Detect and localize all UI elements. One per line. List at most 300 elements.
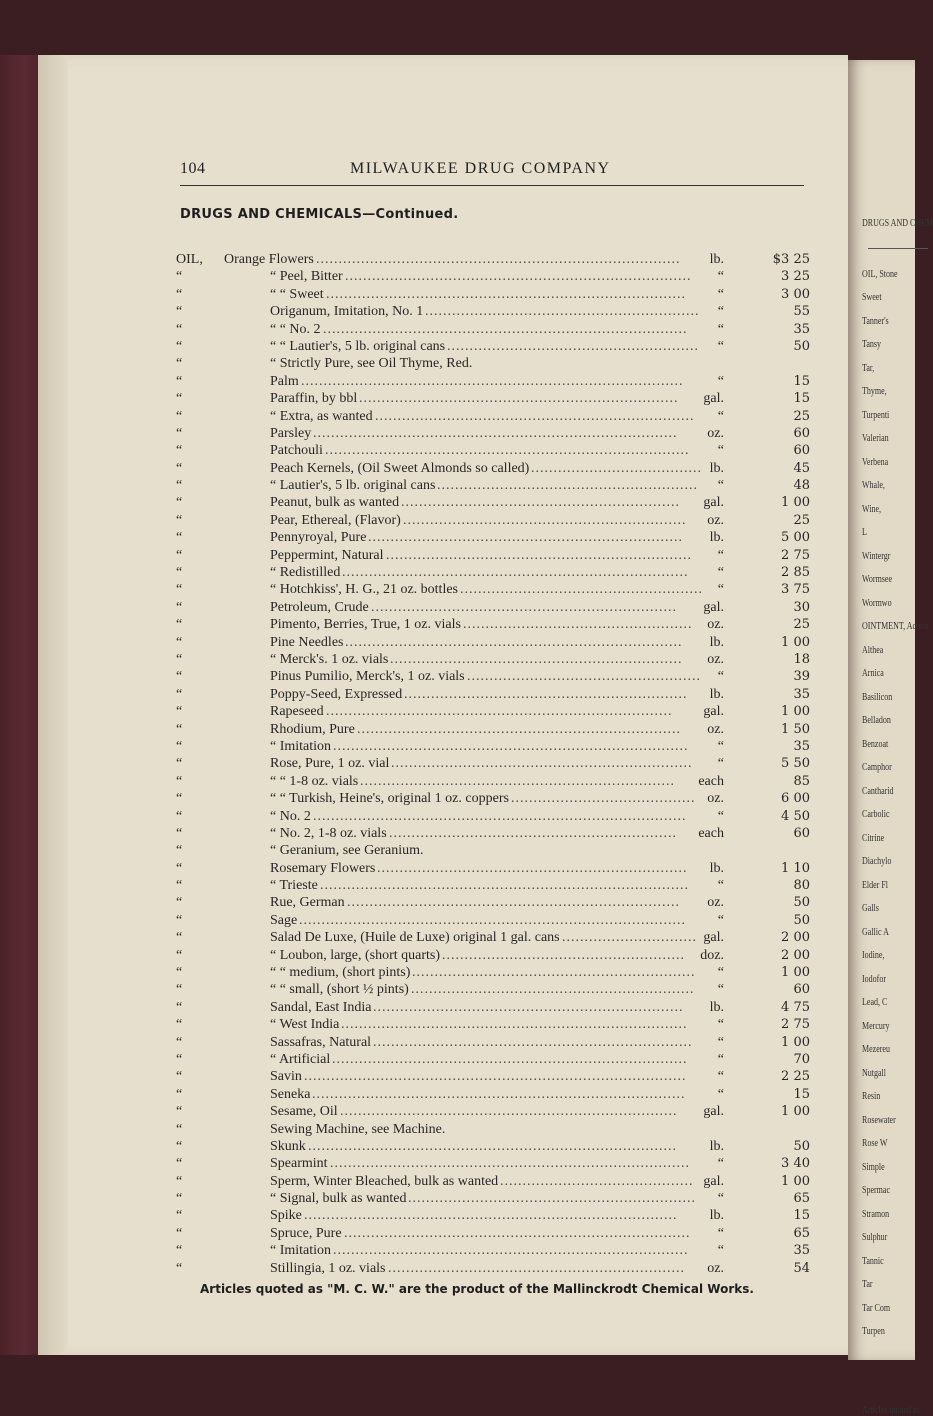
unit: lb. [709, 1208, 724, 1224]
item-name: Pennyroyal, Pure [270, 530, 367, 546]
ditto-lead: “ [176, 1260, 183, 1276]
item-name: Stillingia, 1 oz. vials [270, 1260, 386, 1276]
price: 1 10 [781, 860, 810, 876]
unit: lb. [709, 1138, 724, 1154]
list-item [176, 565, 816, 582]
unit: “ [717, 1069, 724, 1085]
unit: lb. [709, 686, 724, 702]
ditto-lead: “ [176, 530, 183, 546]
item-name: “ Peel, Bitter [270, 269, 343, 285]
price: 2 85 [781, 565, 810, 581]
price: 60 [793, 825, 810, 841]
item-name: Peach Kernels, (Oil Sweet Almonds so called) [270, 460, 530, 476]
adjacent-page-text: L [862, 527, 867, 538]
dot-leader: ........................................................ [447, 338, 699, 354]
unit: oz. [707, 425, 724, 441]
list-item [176, 1208, 816, 1225]
price: 15 [793, 1208, 810, 1224]
price: 48 [793, 478, 810, 494]
ditto-lead: “ [176, 1121, 183, 1137]
ditto-lead: “ [176, 582, 183, 598]
adjacent-page-text: Stramon [862, 1208, 890, 1220]
ditto-lead: “ [176, 356, 183, 372]
ditto-lead: OIL, [176, 252, 203, 267]
dot-leader: ................................................................. [390, 651, 683, 667]
ditto-lead: “ [176, 1104, 183, 1120]
price: 4 75 [781, 999, 810, 1015]
item-name: “ “ medium, (short pints) [270, 965, 411, 981]
price: 50 [793, 895, 810, 911]
dot-leader: ....................................................................... [359, 391, 679, 407]
unit: “ [717, 304, 724, 320]
list-item [176, 722, 816, 739]
unit: “ [717, 547, 724, 563]
unit: “ [717, 912, 724, 928]
item-name: “ Imitation [270, 1243, 332, 1259]
price: 2 25 [781, 1069, 810, 1085]
ditto-lead: “ [176, 443, 183, 459]
unit: gal. [703, 495, 724, 511]
price: 2 00 [781, 930, 810, 946]
item-name: “ Merck's. 1 oz. vials [270, 651, 389, 667]
dot-leader: ............................................................. [425, 304, 700, 320]
dot-leader: ................................................................... [391, 756, 693, 772]
item-name: “ Trieste [270, 878, 318, 894]
price: 1 00 [781, 495, 810, 511]
adjacent-page-text: Mercury [862, 1020, 890, 1032]
item-name: Origanum, Imitation, No. 1 [270, 304, 424, 320]
item-name: “ “ Sweet [270, 286, 324, 302]
adjacent-page-text: DRUGS AND CHEM [862, 218, 933, 229]
item-name: Patchouli [270, 443, 323, 459]
list-item [176, 930, 816, 947]
unit: “ [717, 808, 724, 824]
unit: gal. [703, 930, 724, 946]
list-item [176, 252, 816, 269]
price: 15 [793, 391, 810, 407]
dot-leader: ................................................................ [408, 1191, 696, 1207]
ditto-lead: “ [176, 738, 183, 754]
ditto-lead: “ [176, 1156, 183, 1172]
adjacent-page-text: Sweet [862, 292, 882, 303]
unit: “ [717, 878, 724, 894]
unit: oz. [707, 617, 724, 633]
price: 25 [793, 512, 810, 528]
unit: “ [717, 738, 724, 754]
ditto-lead: “ [176, 912, 183, 928]
item-name: Pinus Pumilio, Merck's, 1 oz. vials [270, 669, 465, 685]
price: 25 [793, 617, 810, 633]
dot-leader: ..................................................................... [373, 999, 684, 1015]
list-item [176, 322, 816, 339]
item-name: Sage [270, 912, 298, 928]
dot-leader: ............................................................................. [342, 565, 689, 581]
dot-leader: ................................................................................. [316, 252, 681, 267]
dot-leader: ............................................................................... [332, 1051, 688, 1067]
list-item [176, 409, 816, 426]
item-name: Pear, Ethereal, (Flavor) [270, 512, 401, 528]
ditto-lead: “ [176, 756, 183, 772]
list-item [176, 478, 816, 495]
unit: oz. [707, 512, 724, 528]
adjacent-page-text: Belladon [862, 715, 891, 726]
price: 3 75 [781, 582, 810, 598]
price: 1 00 [781, 1173, 810, 1189]
adjacent-page-text: Camphor [862, 762, 892, 773]
list-item [176, 635, 816, 652]
list-item [176, 861, 816, 878]
ditto-lead: “ [176, 547, 183, 563]
unit: “ [717, 408, 724, 424]
dot-leader: .................................................................................. [308, 1138, 677, 1154]
ditto-lead: “ [176, 373, 183, 389]
unit: doz. [700, 947, 724, 963]
unit: oz. [707, 791, 724, 807]
item-name: Rhodium, Pure [270, 721, 355, 737]
list-item [176, 1035, 816, 1052]
adjacent-page-text: Valerian [862, 433, 889, 444]
unit: lb. [709, 252, 724, 267]
item-name: Skunk [270, 1138, 306, 1154]
adjacent-page-text: Resin [862, 1091, 881, 1102]
adjacent-page-text: Thyme, [862, 386, 887, 397]
list-item [176, 809, 816, 826]
ditto-lead: “ [176, 1069, 183, 1085]
ditto-lead: “ [176, 721, 183, 737]
list-item [176, 356, 816, 373]
adjacent-page-text: Iodine, [862, 950, 885, 961]
adjacent-page-text: Tansy [862, 339, 881, 350]
item-name: Orange Flowers [224, 252, 314, 267]
unit: “ [717, 1225, 724, 1241]
list-item [176, 513, 816, 530]
dot-leader: ............................................................................. [326, 704, 673, 720]
unit: “ [717, 669, 724, 685]
list-item [176, 652, 816, 669]
list-item [176, 878, 816, 895]
ditto-lead: “ [176, 1243, 183, 1259]
item-name: Savin [270, 1069, 302, 1085]
unit: each [698, 773, 724, 789]
item-name: “ “ Lautier's, 5 lb. original cans [270, 338, 446, 354]
item-name: Pine Needles [270, 634, 344, 650]
list-item [176, 1156, 816, 1173]
item-name: Rue, German [270, 895, 345, 911]
price: 15 [793, 1086, 810, 1102]
footnote: Articles quoted as "M. C. W." are the product of the Mallinckrodt Chemical Works. [200, 1282, 754, 1296]
dot-leader: ...................................................................... [368, 530, 683, 546]
dot-leader: ................................................................................ [330, 1156, 690, 1172]
list-item [176, 1104, 816, 1121]
ditto-lead: “ [176, 617, 183, 633]
unit: “ [717, 1086, 724, 1102]
unit: “ [717, 582, 724, 598]
unit: oz. [707, 1260, 724, 1276]
list-item [176, 339, 816, 356]
ditto-lead: “ [176, 565, 183, 581]
price: 85 [793, 773, 810, 789]
list-item [176, 617, 816, 634]
unit: lb. [709, 460, 724, 476]
list-item [176, 1139, 816, 1156]
price-list [176, 252, 816, 1278]
ditto-lead: “ [176, 425, 183, 441]
price: 65 [793, 1191, 810, 1207]
dot-leader: .......................................................... [437, 478, 698, 494]
ditto-lead: “ [176, 460, 183, 476]
section-heading: DRUGS AND CHEMICALS—Continued. [180, 207, 459, 222]
adjacent-page-rule [868, 248, 928, 249]
price: $3 25 [772, 252, 810, 267]
unit: “ [717, 756, 724, 772]
unit: “ [717, 269, 724, 285]
ditto-lead: “ [176, 773, 183, 789]
dot-leader: ................................................................................... [312, 1086, 686, 1102]
adjacent-page-text: Turpen [862, 1326, 885, 1337]
list-item [176, 965, 816, 982]
item-name: “ Signal, bulk as wanted [270, 1191, 407, 1207]
adjacent-page-text: Althea [862, 644, 884, 656]
item-name: “ “ Turkish, Heine's, original 1 oz. coppers [270, 791, 509, 807]
price: 5 00 [781, 530, 810, 546]
adjacent-page-text: Galls [862, 903, 879, 914]
ditto-lead: “ [176, 704, 183, 720]
dot-leader: ................................................................ [389, 825, 677, 841]
ditto-lead: “ [176, 860, 183, 876]
adjacent-page-text: Rose W [862, 1138, 888, 1149]
list-item [176, 791, 816, 808]
adjacent-page-text: Wintergr [862, 550, 891, 562]
ditto-lead: “ [176, 634, 183, 650]
unit: gal. [703, 391, 724, 407]
header-rule [180, 185, 804, 186]
page-gutter [38, 55, 68, 1355]
ditto-lead: “ [176, 808, 183, 824]
ditto-lead: “ [176, 512, 183, 528]
price: 60 [793, 443, 810, 459]
item-name: Salad De Luxe, (Huile de Luxe) original 1 gal. cans [270, 930, 560, 946]
adjacent-page-text: Lead, C [862, 997, 888, 1008]
unit: “ [717, 1017, 724, 1033]
dot-leader: ............................................................... [404, 686, 688, 702]
ditto-lead: “ [176, 1034, 183, 1050]
list-item [176, 1261, 816, 1278]
item-name: “ Strictly Pure, see Oil Thyme, Red. [270, 356, 473, 372]
item-name: Petroleum, Crude [270, 599, 369, 615]
unit: “ [717, 1191, 724, 1207]
unit: gal. [703, 599, 724, 615]
dot-leader: ............................................................... [403, 512, 687, 528]
price: 18 [793, 651, 810, 667]
price: 2 00 [781, 947, 810, 963]
item-name: Sperm, Winter Bleached, bulk as wanted [270, 1173, 499, 1189]
list-item [176, 1174, 816, 1191]
ditto-lead: “ [176, 965, 183, 981]
ditto-lead: “ [176, 791, 183, 807]
item-name: “ Loubon, large, (short quarts) [270, 947, 441, 963]
unit: “ [717, 1051, 724, 1067]
unit: oz. [707, 721, 724, 737]
unit: lb. [709, 860, 724, 876]
adjacent-page-text: Cantharid [862, 785, 894, 797]
dot-leader: .................................................................... [371, 599, 677, 615]
ditto-lead: “ [176, 304, 183, 320]
adjacent-page-text: Carbolic [862, 809, 890, 820]
list-item [176, 426, 816, 443]
price: 50 [793, 912, 810, 928]
ditto-lead: “ [176, 408, 183, 424]
item-name: “ West India [270, 1017, 340, 1033]
list-item [176, 548, 816, 565]
dot-leader: .................................................................... [386, 547, 692, 563]
unit: “ [717, 478, 724, 494]
ditto-lead: “ [176, 1225, 183, 1241]
dot-leader: ............................................................................... [333, 1243, 689, 1259]
price: 1 00 [781, 1104, 810, 1120]
adjacent-page-text: Simple [862, 1161, 885, 1173]
ditto-lead: “ [176, 338, 183, 354]
list-item [176, 495, 816, 512]
unit: “ [717, 965, 724, 981]
ditto-lead: “ [176, 286, 183, 302]
item-name: Rapeseed [270, 704, 324, 720]
dot-leader: ............................................................................. [341, 1017, 688, 1033]
list-item [176, 374, 816, 391]
price: 65 [793, 1225, 810, 1241]
price: 54 [793, 1260, 810, 1276]
list-item [176, 391, 816, 408]
ditto-lead: “ [176, 825, 183, 841]
price: 3 00 [781, 286, 810, 302]
adjacent-page-text: Verbena [862, 456, 889, 468]
dot-leader: .............................................................. [401, 495, 680, 511]
unit: gal. [703, 704, 724, 720]
unit: “ [717, 321, 724, 337]
list-item [176, 600, 816, 617]
unit: lb. [709, 999, 724, 1015]
list-item [176, 582, 816, 599]
dot-leader: ...................................... [531, 460, 702, 476]
adjacent-page-text: Spermac [862, 1185, 890, 1196]
adjacent-page-text: Wormsee [862, 574, 893, 585]
item-name: Seneka [270, 1086, 311, 1102]
price: 39 [793, 669, 810, 685]
dot-leader: ................................................................................. [325, 443, 690, 459]
unit: “ [717, 286, 724, 302]
dot-leader: ........................................................................... [340, 1104, 678, 1120]
price: 35 [793, 1243, 810, 1259]
adjacent-page-text: Arnica [862, 668, 884, 679]
unit: lb. [709, 530, 724, 546]
item-name: “ “ 1-8 oz. vials [270, 773, 359, 789]
price: 50 [793, 338, 810, 354]
price: 2 75 [781, 547, 810, 563]
item-name: “ Lautier's, 5 lb. original cans [270, 478, 436, 494]
ditto-lead: “ [176, 947, 183, 963]
adjacent-page-text: Wine, [862, 503, 882, 515]
adjacent-page-text: Wormwo [862, 597, 892, 609]
adjacent-page-text: Benzoat [862, 738, 889, 750]
dot-leader: ....................................................................... [373, 1034, 693, 1050]
item-name: Rose, Pure, 1 oz. vial [270, 756, 390, 772]
unit: “ [717, 982, 724, 998]
price: 4 50 [781, 808, 810, 824]
list-item [176, 669, 816, 686]
ditto-lead: “ [176, 478, 183, 494]
ditto-lead: “ [176, 686, 183, 702]
list-item [176, 948, 816, 965]
adjacent-page-text: Tar, [862, 362, 875, 374]
adjacent-page [848, 60, 933, 1416]
dot-leader: .............................. [562, 930, 697, 946]
adjacent-page-text: OINTMENT, Aconit [862, 621, 929, 632]
unit: “ [717, 1034, 724, 1050]
list-item [176, 1087, 816, 1104]
ditto-lead: “ [176, 1086, 183, 1102]
item-name: Parsley [270, 425, 312, 441]
list-item [176, 1052, 816, 1069]
item-name: Sassafras, Natural [270, 1034, 372, 1050]
ditto-lead: “ [176, 269, 183, 285]
dot-leader: ...................................................................... [360, 773, 675, 789]
adjacent-page-text: Mezereu [862, 1044, 890, 1055]
price: 2 75 [781, 1017, 810, 1033]
unit: gal. [703, 1104, 724, 1120]
list-item [176, 1017, 816, 1034]
ditto-lead: “ [176, 321, 183, 337]
item-name: “ No. 2, 1-8 oz. vials [270, 825, 387, 841]
dot-leader: ................................................... [463, 617, 693, 633]
item-name: Paraffin, by bbl [270, 391, 358, 407]
item-name: “ “ No. 2 [270, 321, 321, 337]
item-name: Sewing Machine, see Machine. [270, 1121, 446, 1137]
item-name: “ Geranium, see Geranium. [270, 843, 424, 859]
item-name: Spruce, Pure [270, 1225, 342, 1241]
adjacent-page-text: Sulphur [862, 1232, 888, 1243]
ditto-lead: “ [176, 651, 183, 667]
list-item [176, 756, 816, 773]
ditto-lead: “ [176, 930, 183, 946]
ditto-lead: “ [176, 391, 183, 407]
adjacent-page-text: Rosewater [862, 1114, 896, 1126]
item-name: Poppy-Seed, Expressed [270, 686, 403, 702]
list-item [176, 913, 816, 930]
list-item [176, 269, 816, 286]
price: 6 00 [781, 791, 810, 807]
ditto-lead: “ [176, 1208, 183, 1224]
dot-leader: ............................................................................. [345, 269, 692, 285]
price: 1 50 [781, 721, 810, 737]
item-name: Sesame, Oil [270, 1104, 338, 1120]
adjacent-page-text: OIL, Stone [862, 268, 898, 280]
price: 1 00 [781, 1034, 810, 1050]
item-name: Peanut, bulk as wanted [270, 495, 400, 511]
price: 35 [793, 321, 810, 337]
item-name: Palm [270, 373, 299, 389]
item-name: Spike [270, 1208, 302, 1224]
ditto-lead: “ [176, 895, 183, 911]
ditto-lead: “ [176, 495, 183, 511]
list-item [176, 1226, 816, 1243]
item-name: “ “ small, (short ½ pints) [270, 982, 409, 998]
unit: “ [717, 443, 724, 459]
adjacent-page-text: Turpenti [862, 409, 890, 421]
list-item [176, 704, 816, 721]
ditto-lead: “ [176, 843, 183, 859]
ditto-lead: “ [176, 982, 183, 998]
adjacent-page-text: Diachylo [862, 856, 892, 867]
dot-leader: ............................................................................... [333, 738, 689, 754]
